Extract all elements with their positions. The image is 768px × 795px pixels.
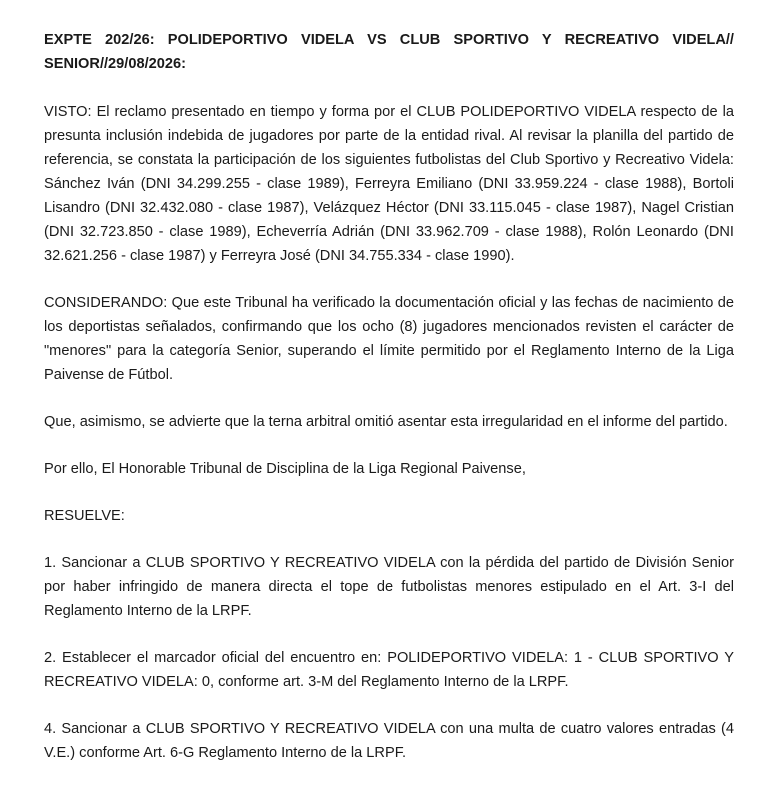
case-title: EXPTE 202/26: POLIDEPORTIVO VIDELA VS CLUB SPORTIVO Y RECREATIVO VIDELA// SENIOR//29/08/2026: (44, 32, 734, 72)
por-ello-paragraph: Por ello, El Honorable Tribunal de Disciplina de la Liga Regional Paivense, (44, 461, 526, 477)
resuelve-heading: RESUELVE: (44, 508, 125, 524)
resolution-item-1: 1. Sancionar a CLUB SPORTIVO Y RECREATIVO VIDELA con la pérdida del partido de División Senior por haber infringido de manera directa el tope de futbolistas menores estipulado en el Art. 3-I del Reglamento Interno de la LRPF. (44, 555, 734, 619)
asimismo-paragraph: Que, asimismo, se advierte que la terna arbitral omitió asentar esta irregularidad en el informe del partido. (44, 414, 728, 430)
resolution-item-3: 4. Sancionar a CLUB SPORTIVO Y RECREATIVO VIDELA con una multa de cuatro valores entradas (4 V.E.) conforme Art. 6-G Reglamento Interno de la LRPF. (44, 721, 734, 761)
resolution-item-2: 2. Establecer el marcador oficial del encuentro en: POLIDEPORTIVO VIDELA: 1 - CLUB SPORTIVO Y RECREATIVO VIDELA: 0, conforme art. 3-M del Reglamento Interno de la LRPF. (44, 650, 734, 690)
document-page (44, 28, 734, 788)
visto-paragraph: VISTO: El reclamo presentado en tiempo y forma por el CLUB POLIDEPORTIVO VIDELA respecto de la presunta inclusión indebida de jugadores por parte de la entidad rival. Al revisar la planilla del partido de referencia, se constata la participación de los siguientes futbolistas del Club Sportivo y Recreativo Videla: Sánchez Iván (DNI 34.299.255 - clase 1989), Ferreyra Emiliano (DNI 33.959.224 - clase 1988), Bortoli Lisandro (DNI 32.432.080 - clase 1987), Velázquez Héctor (DNI 33.115.045 - clase 1987), Nagel Cristian (DNI 32.723.850 - clase 1989), Echeverría Adrián (DNI 33.962.709 - clase 1988), Rolón Leonardo (DNI 32.621.256 - clase 1987) y Ferreyra José (DNI 34.755.334 - clase 1990). (44, 104, 734, 264)
considerando-paragraph: CONSIDERANDO: Que este Tribunal ha verificado la documentación oficial y las fechas de nacimiento de los deportistas señalados, confirmando que los ocho (8) jugadores mencionados revisten el carácter de "menores" para la categoría Senior, superando el límite permitido por el Reglamento Interno de la Liga Paivense de Fútbol. (44, 295, 734, 383)
